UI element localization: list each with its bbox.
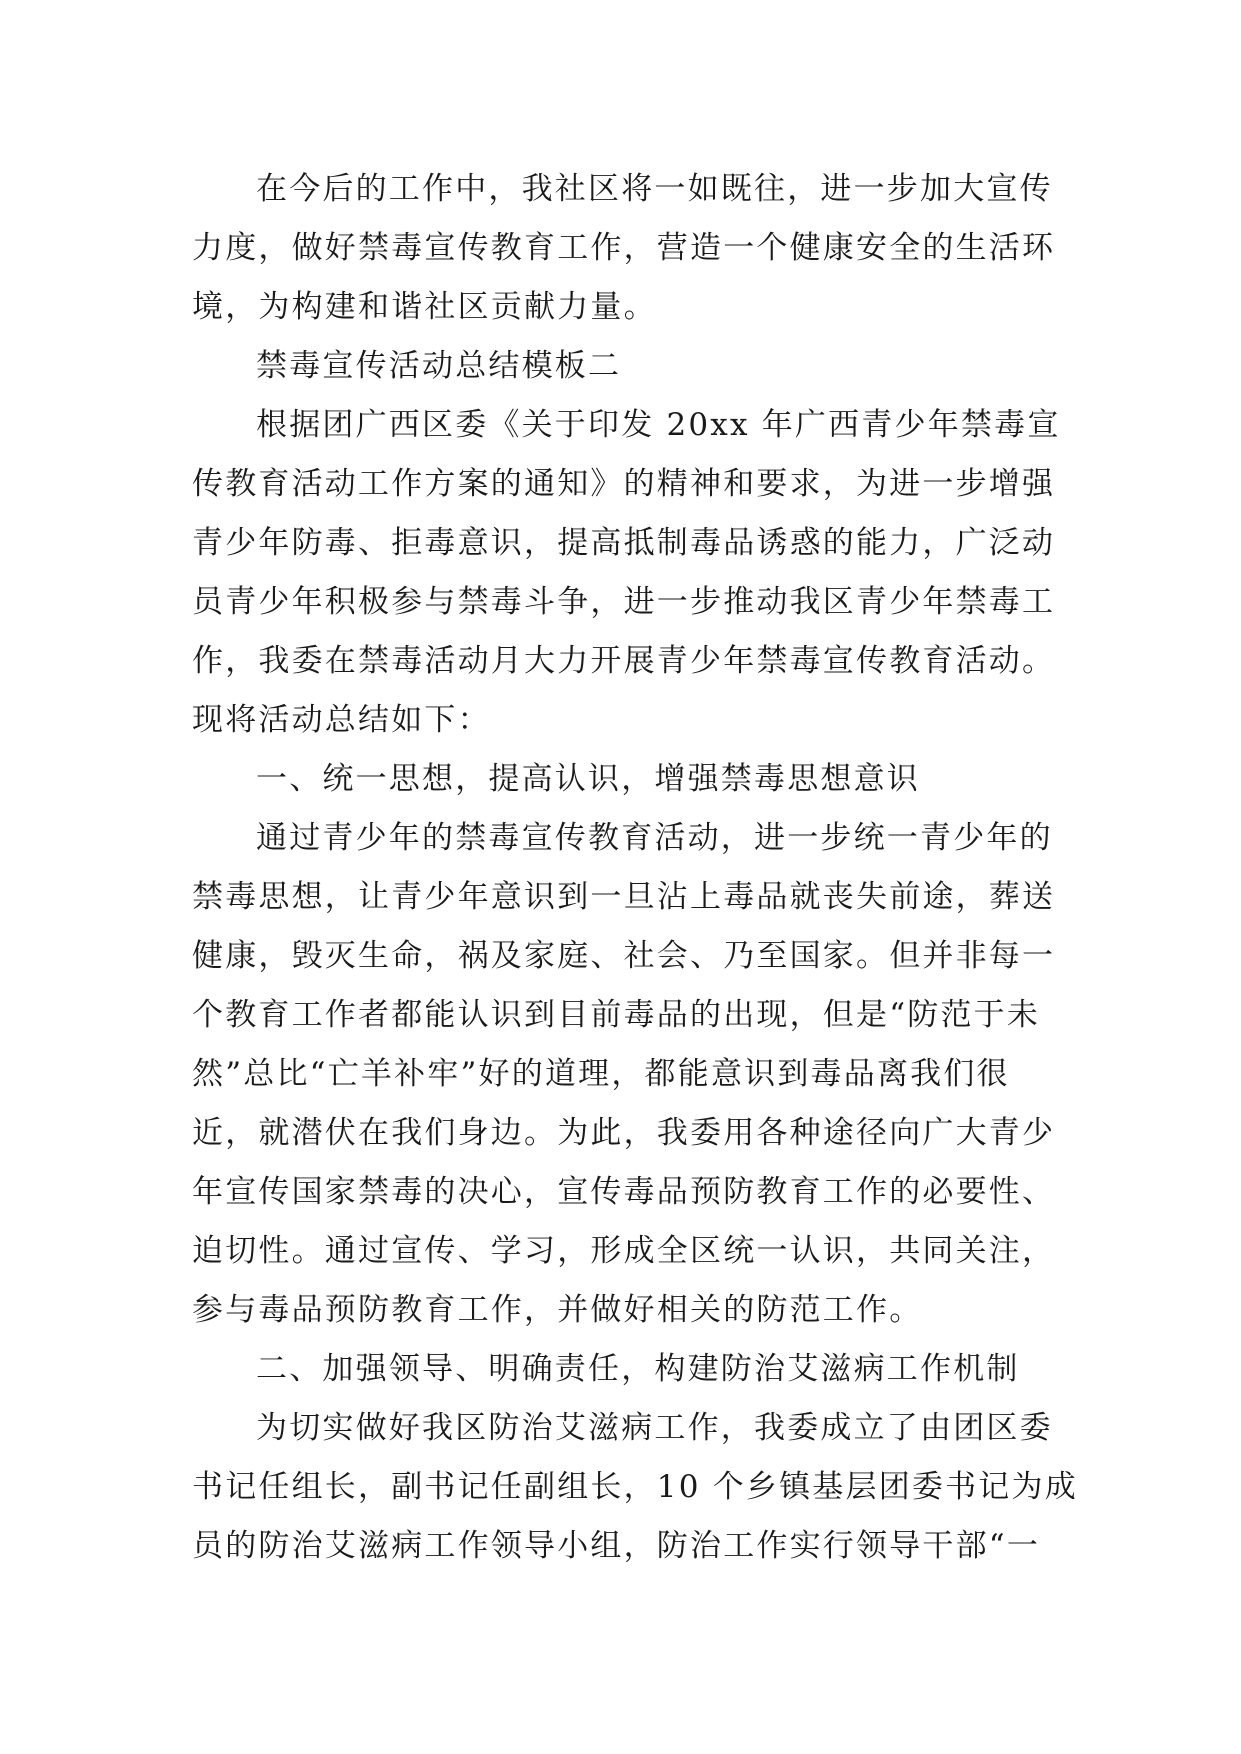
paragraph-line: 个教育工作者都能认识到目前毒品的出现，但是“防范于未 xyxy=(192,997,1041,1033)
paragraph-line: 年宣传国家禁毒的决心，宣传毒品预防教育工作的必要性、 xyxy=(192,1174,1056,1210)
paragraph-line: 作，我委在禁毒活动月大力开展青少年禁毒宣传教育活动。 xyxy=(192,643,1056,679)
paragraph-line: 现将活动总结如下： xyxy=(192,702,491,738)
paragraph-line: 青少年防毒、拒毒意识，提高抵制毒品诱惑的能力，广泛动 xyxy=(192,525,1056,561)
paragraph-line: 力度，做好禁毒宣传教育工作，营造一个健康安全的生活环 xyxy=(192,230,1056,266)
section-heading: 二、加强领导、明确责任，构建防治艾滋病工作机制 xyxy=(256,1351,1020,1387)
paragraph-line: 在今后的工作中，我社区将一如既往，进一步加大宣传 xyxy=(256,171,1053,207)
paragraph-line: 禁毒思想，让青少年意识到一旦沾上毒品就丧失前途，葬送 xyxy=(192,879,1056,915)
paragraph-line: 书记任组长，副书记任副组长，10 个乡镇基层团委书记为成 xyxy=(192,1469,1078,1505)
paragraph-line: 境，为构建和谐社区贡献力量。 xyxy=(192,289,657,325)
paragraph-line: 通过青少年的禁毒宣传教育活动，进一步统一青少年的 xyxy=(256,820,1053,856)
paragraph-line: 迫切性。通过宣传、学习，形成全区统一认识，共同关注， xyxy=(192,1233,1056,1269)
paragraph-line: 员青少年积极参与禁毒斗争，进一步推动我区青少年禁毒工 xyxy=(192,584,1056,620)
paragraph-line: 近，就潜伏在我们身边。为此，我委用各种途径向广大青少 xyxy=(192,1115,1056,1151)
paragraph-line: 员的防治艾滋病工作领导小组，防治工作实行领导干部“一 xyxy=(192,1528,1041,1564)
section-heading: 一、统一思想，提高认识，增强禁毒思想意识 xyxy=(256,761,920,797)
paragraph-line: 根据团广西区委《关于印发 20xx 年广西青少年禁毒宣 xyxy=(256,407,1061,443)
paragraph-line: 参与毒品预防教育工作，并做好相关的防范工作。 xyxy=(192,1292,923,1328)
document-page xyxy=(192,160,1078,1576)
section-title: 禁毒宣传活动总结模板二 xyxy=(256,348,622,384)
paragraph-line: 健康，毁灭生命，祸及家庭、社会、乃至国家。但并非每一 xyxy=(192,938,1056,974)
paragraph-line: 传教育活动工作方案的通知》的精神和要求，为进一步增强 xyxy=(192,466,1056,502)
paragraph-line: 然”总比“亡羊补牢”好的道理，都能意识到毒品离我们很 xyxy=(192,1056,1010,1092)
paragraph-line: 为切实做好我区防治艾滋病工作，我委成立了由团区委 xyxy=(256,1410,1053,1446)
